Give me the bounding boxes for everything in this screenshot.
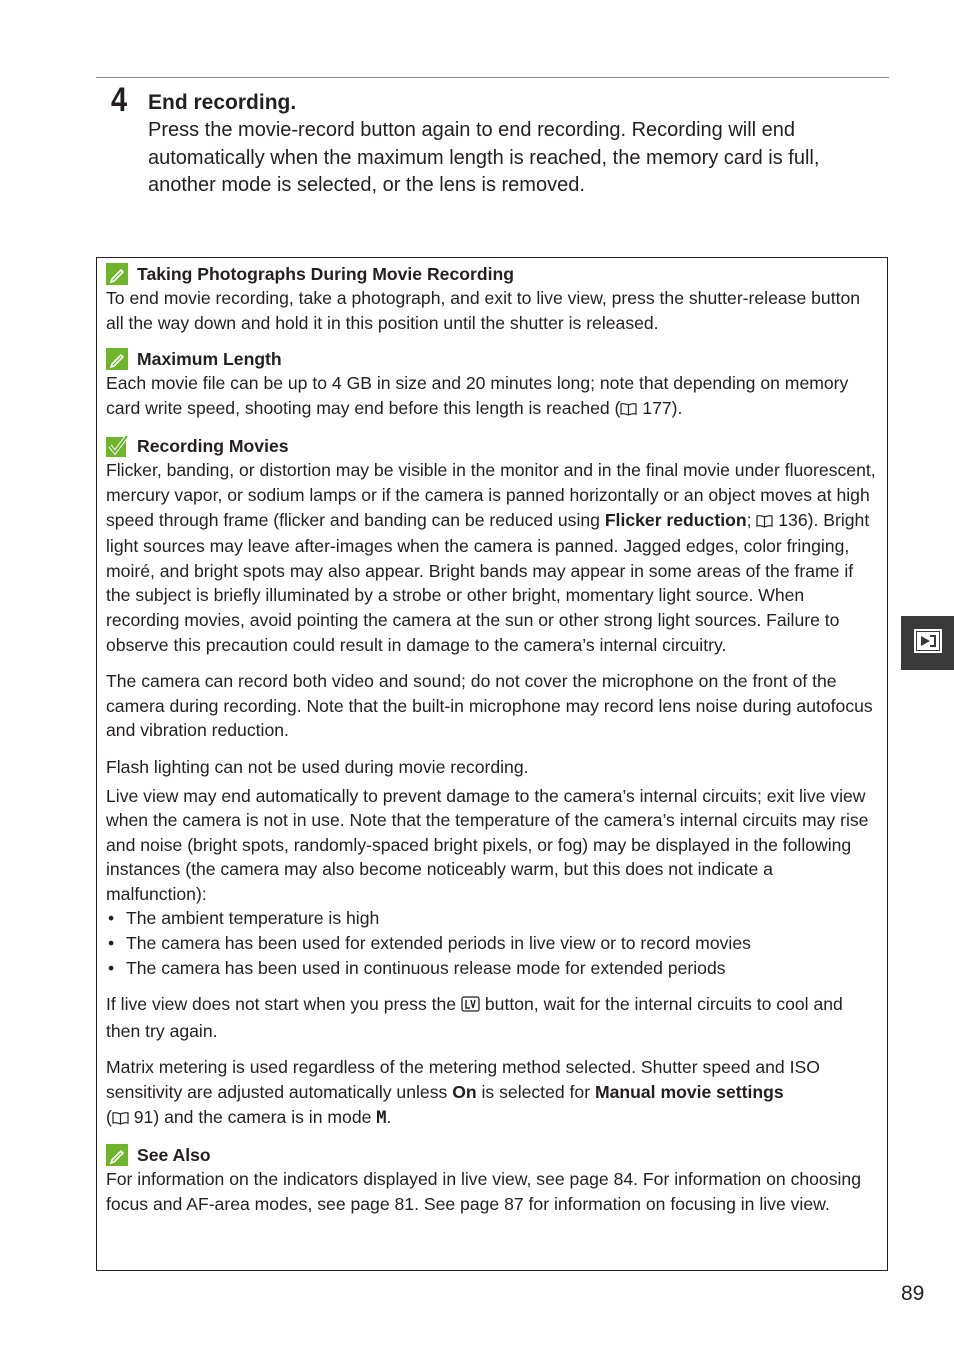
page-ref[interactable]: 91 bbox=[133, 1106, 154, 1127]
checkmark-icon bbox=[106, 435, 128, 457]
book-icon bbox=[620, 398, 637, 423]
note-title: See Also bbox=[137, 1144, 211, 1165]
text-run: If live view does not start when you press the bbox=[106, 994, 461, 1015]
text-run: ( bbox=[106, 1106, 112, 1127]
note-text-see-also: For information on the indicators displayed in live view, see page 84. For information on choosing focus and AF-area modes, see page 81. See page 87 for information on focusing in live view. bbox=[106, 1169, 861, 1214]
text-run: ; bbox=[746, 509, 757, 530]
note-text-max-length bbox=[106, 371, 878, 422]
recording-movies-p1 bbox=[106, 458, 878, 657]
notes-content bbox=[106, 262, 878, 1216]
pencil-note-icon bbox=[106, 1144, 128, 1166]
book-icon bbox=[756, 510, 773, 535]
note-title: Taking Photographs During Movie Recording bbox=[137, 263, 514, 284]
option-value: On bbox=[452, 1082, 477, 1103]
text-run: Matrix metering is used regardless of the metering method selected. Shutter speed and ISO sensitivity are adjusted automatically unless bbox=[106, 1057, 820, 1103]
step-text: Press the movie-record button again to end recording. Recording will end automatically when the maximum length is reached, the memory card is full, another mode is selected, or the lens is removed. bbox=[148, 119, 820, 196]
note-heading-taking-photos bbox=[106, 262, 878, 286]
top-rule bbox=[96, 77, 889, 78]
movie-icon bbox=[914, 628, 942, 659]
note-heading-see-also bbox=[106, 1143, 878, 1167]
text-run: . bbox=[386, 1106, 392, 1127]
text-run: ). Bright light sources may leave after-images when the camera is panned. Jagged edges, color fringing, moiré, and bright spots may also appear. Bright bands may appear in some areas of the frame if the subject is briefly illuminated by a strobe or other bright, momentary light source. When recording movies, avoid pointing the camera at the sun or other strong light sources. Failure to observe this precaution could result in damage to the camera’s internal circuitry. bbox=[106, 509, 870, 655]
notes-box bbox=[96, 257, 888, 1271]
recording-movies-p3: Flash lighting can not be used during movie recording. bbox=[106, 756, 529, 777]
bullet-list bbox=[106, 906, 878, 980]
list-item: • The camera has been used in continuous release mode for extended periods bbox=[106, 956, 878, 981]
recording-movies-p2: The camera can record both video and sound; do not cover the microphone on the front of the camera during recording. Note that the built-in microphone may record lens noise during autofocus and vibration reduction. bbox=[106, 671, 873, 741]
note-title: Recording Movies bbox=[137, 436, 289, 457]
text-run: Flicker, banding, or distortion may be visible in the monitor and in the final movie under fluorescent, mercury vapor, or sodium lamps or if the camera is panned horizontally or an object moves at high speed through frame (flicker and banding can be reduced using bbox=[106, 460, 876, 530]
text-run: Each movie file can be up to 4 GB in size and 20 minutes long; note that depending on memory card write speed, shooting may end before this length is reached ( bbox=[106, 373, 849, 418]
step-number: 4 bbox=[111, 81, 128, 119]
recording-movies-p5 bbox=[106, 992, 878, 1043]
book-icon bbox=[112, 1107, 129, 1132]
page-number: 89 bbox=[901, 1282, 925, 1305]
note-heading-max-length bbox=[106, 347, 878, 371]
list-item: • The ambient temperature is high bbox=[106, 906, 878, 931]
pencil-note-icon bbox=[106, 348, 128, 370]
note-title: Maximum Length bbox=[137, 348, 282, 369]
menu-item-name: Flicker reduction bbox=[604, 509, 747, 530]
note-heading-recording-movies bbox=[106, 434, 878, 458]
recording-movies-p4: Live view may end automatically to prevent damage to the camera’s internal circuits; exit live view when the camera is not in use. Note that the temperature of the camera’s internal circuits may rise and noise (bright spots, randomly-spaced bright pixels, or fog) may be displayed in the following instances (the camera may also become noticeably warm, but this does not indicate a malfunction): bbox=[106, 785, 869, 904]
note-text-taking-photos: To end movie recording, take a photograph, and exit to live view, press the shutter-release button all the way down and hold it in this position until the shutter is released. bbox=[106, 288, 861, 333]
step-title: End recording. bbox=[148, 91, 297, 114]
menu-item-name: Manual movie settings bbox=[594, 1082, 784, 1103]
pencil-note-icon bbox=[106, 263, 128, 285]
text-run: ) and the camera is in mode bbox=[153, 1106, 377, 1127]
chapter-tab[interactable] bbox=[901, 616, 954, 670]
page-ref[interactable]: 136 bbox=[778, 509, 808, 530]
mode-letter: M bbox=[376, 1107, 387, 1128]
text-run: ). bbox=[671, 397, 683, 418]
text-run: is selected for bbox=[476, 1082, 595, 1103]
recording-movies-p6 bbox=[106, 1055, 878, 1131]
text-run: button, wait for the internal circuits to cool and then try again. bbox=[106, 994, 843, 1041]
list-item: • The camera has been used for extended periods in live view or to record movies bbox=[106, 931, 878, 956]
page-ref[interactable]: 177 bbox=[642, 397, 672, 418]
live-view-icon bbox=[461, 994, 480, 1019]
